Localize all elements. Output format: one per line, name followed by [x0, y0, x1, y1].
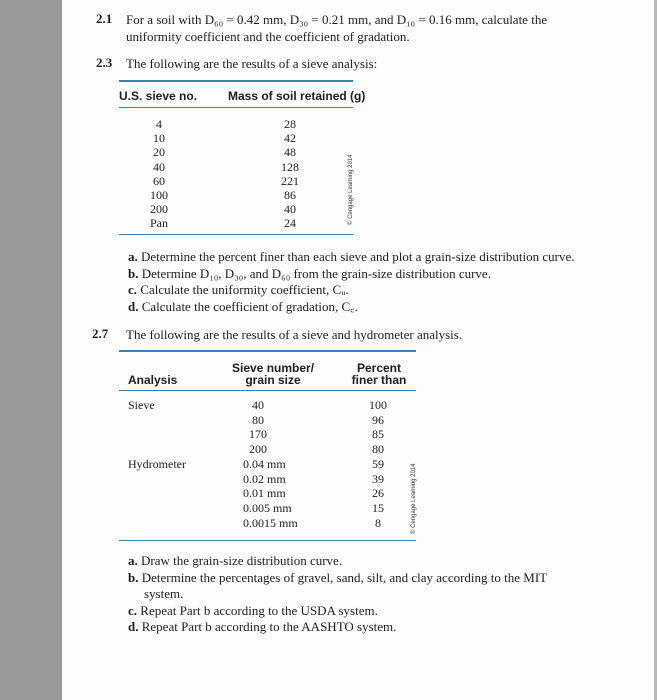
table-2-3-bottom-rule: [119, 234, 353, 235]
problem-2-3-number: 2.3: [96, 55, 113, 70]
table-2-3-mass-cell-8: 24: [284, 216, 296, 231]
problem-2-7-part-text: Draw the grain-size distribution curve.: [141, 553, 343, 568]
table-2-3-sieve-cell-8: Pan: [150, 216, 168, 231]
table-2-3-sieve-cell-3: 20: [153, 145, 165, 160]
problem-2-1-number: 2.1: [96, 11, 113, 26]
table-2-7-size-cell-7: 0.01 mm: [243, 486, 286, 501]
problem-2-7-part-label: c.: [128, 602, 141, 618]
problem-2-3-part-1: [128, 249, 575, 265]
table-2-7-analysis-sieve: Sieve: [128, 398, 155, 412]
problem-2-3-part-text: Calculate the coefficient of gradation, C꜀.: [141, 298, 358, 314]
table-2-7-header-sieve-line2: grain size: [245, 373, 301, 387]
problem-2-7-part-2: [128, 570, 547, 586]
table-2-3-mass-cell-6: 86: [284, 188, 296, 203]
problem-2-7-part-text: system.: [144, 586, 184, 601]
table-2-7-percent-cell-2: 96: [372, 412, 384, 427]
problem-2-1-line1: For a soil with D₆₀ = 0.42 mm, D₃₀ = 0.21 mm, and D₁₀ = 0.16 mm, calculate the: [126, 12, 548, 27]
table-2-7-percent-cell-6: 39: [372, 471, 384, 486]
table-2-7-size-cell-8: 0.005 mm: [243, 500, 292, 515]
table-2-7-percent-cell-9: 8: [375, 515, 381, 530]
table-2-3-mass-cell-2: 42: [284, 131, 296, 146]
table-2-7-header-pct-line2: finer than: [351, 373, 407, 387]
problem-2-3-part-label: d.: [128, 298, 142, 314]
table-2-3-header-mass: Mass of soil retained (g): [228, 89, 366, 103]
table-2-3-sieve-cell-6: 100: [150, 188, 168, 203]
table-2-7-top-rule: [119, 350, 416, 352]
table-2-3-mass-cell-1: 28: [284, 117, 296, 131]
table-2-3-sieve-cell-1: 4: [156, 117, 162, 131]
table-2-3-credit: © Cengage Learning 2014: [348, 154, 354, 225]
problem-2-3-part-4: [128, 299, 358, 315]
table-2-7-header-rule: [119, 390, 416, 391]
table-2-7-header-pct-line1: Percent: [356, 361, 402, 375]
table-2-7-header-sieve-line1: Sieve number/: [232, 361, 315, 375]
problem-2-3-part-text: Determine the percent finer than each sieve and plot a grain-size distribution curve.: [141, 249, 575, 264]
problem-2-7-part-label: b.: [128, 569, 142, 585]
table-2-7-size-cell-3: 170: [249, 427, 267, 442]
table-2-3-mass-column: [255, 117, 325, 231]
problem-2-7-part-1: [128, 553, 342, 569]
table-2-7-percent-cell-8: 15: [372, 500, 384, 515]
table-2-7-percent-cell-5: 59: [372, 456, 384, 471]
left-margin: [0, 0, 62, 700]
problem-2-7-part-label: a.: [128, 553, 141, 568]
problem-2-3-part-text: Determine D₁₀, D₃₀, and D₆₀ from the grain-size distribution curve.: [141, 265, 491, 281]
table-2-7-size-cell-5: 0.04 mm: [243, 456, 286, 471]
problem-2-3-intro: The following are the results of a sieve analysis:: [126, 56, 378, 71]
table-2-3-mass-cell-4: 128: [281, 159, 299, 174]
problem-2-3-part-label: b.: [128, 265, 142, 281]
problem-2-7-intro: The following are the results of a sieve and hydrometer analysis.: [126, 327, 463, 342]
problem-2-3-part-2: [128, 266, 491, 282]
problem-2-7-part-text: Determine the percentages of gravel, sand, silt, and clay according to the MIT: [141, 569, 548, 585]
problem-2-7-part-4: [128, 603, 378, 619]
problem-2-7-part-label: d.: [128, 619, 142, 634]
table-2-7-size-cell-2: 80: [252, 412, 264, 427]
problem-2-3-part-text: Calculate the uniformity coefficient, Cᵤ.: [140, 282, 349, 297]
table-2-7-percent-cell-7: 26: [372, 486, 384, 501]
problem-2-7-part-5: [128, 619, 396, 635]
problem-2-3-part-label: c.: [128, 282, 141, 297]
table-2-3-header-rule: [119, 107, 353, 108]
table-2-7-percent-column: [352, 398, 404, 530]
table-2-7-bottom-rule: [119, 540, 416, 541]
problem-2-7-number: 2.7: [92, 326, 109, 341]
table-2-7-header-analysis: Analysis: [128, 373, 178, 387]
table-2-3-top-rule: [119, 80, 353, 82]
problem-2-7-part-text: Repeat Part b according to the USDA system.: [140, 602, 378, 618]
table-2-3-sieve-cell-7: 200: [150, 202, 168, 217]
table-2-7-percent-cell-3: 85: [372, 427, 384, 442]
problem-2-3-part-label: a.: [128, 249, 141, 264]
table-2-7-size-cell-1: 40: [252, 398, 264, 412]
table-2-3-sieve-column: [124, 117, 194, 231]
table-2-7-size-cell-6: 0.02 mm: [243, 471, 286, 486]
table-2-7-percent-cell-4: 80: [372, 442, 384, 457]
table-2-3-sieve-cell-2: 10: [153, 131, 165, 146]
table-2-3-mass-cell-7: 40: [284, 202, 296, 217]
textbook-page: [62, 0, 654, 700]
table-2-7-percent-cell-1: 100: [369, 398, 387, 412]
table-2-7-size-cell-9: 0.0015 mm: [243, 515, 298, 530]
table-2-3-mass-cell-3: 48: [284, 145, 296, 160]
table-2-7-size-cell-4: 200: [249, 442, 267, 457]
table-2-7-credit: © Cengage Learning 2014: [411, 463, 417, 534]
table-2-3-sieve-cell-4: 40: [153, 159, 165, 174]
table-2-3-sieve-cell-5: 60: [153, 173, 165, 188]
problem-2-1-line2: uniformity coefficient and the coefficient of gradation.: [126, 29, 410, 44]
table-2-3-header-sieve: U.S. sieve no.: [119, 89, 198, 103]
problem-2-7-part-3: [144, 586, 183, 602]
problem-2-7-part-text: Repeat Part b according to the AASHTO system.: [141, 619, 397, 634]
problem-2-3-part-3: [128, 282, 349, 298]
table-2-7-analysis-hydrometer: Hydrometer: [128, 457, 186, 471]
table-2-3-mass-cell-5: 221: [281, 173, 299, 188]
